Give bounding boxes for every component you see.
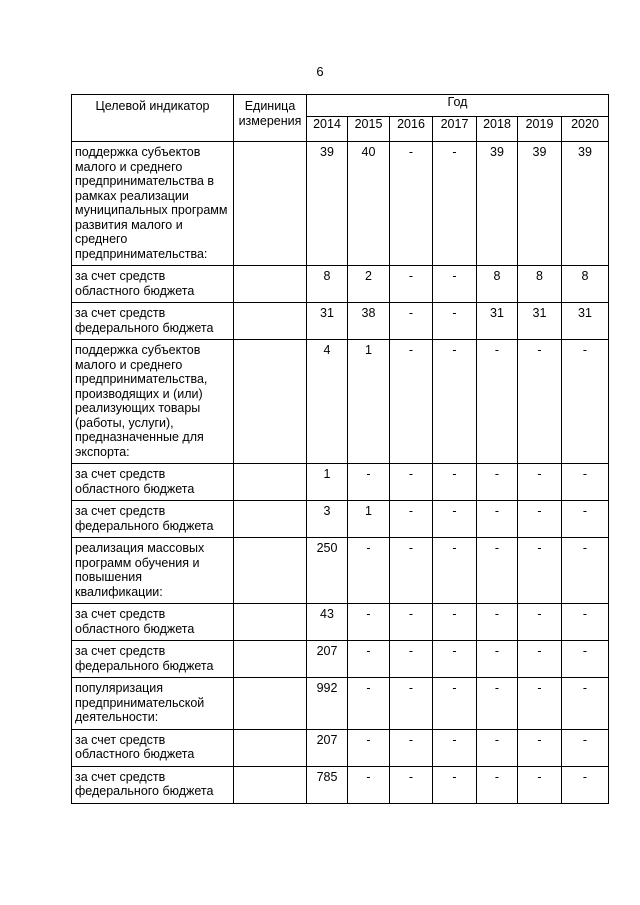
value-cell: -: [433, 501, 477, 538]
table-row: [72, 501, 609, 538]
value-cell: -: [390, 678, 433, 730]
value-cell: -: [390, 142, 433, 266]
value-cell: 207: [307, 729, 348, 766]
table-row: [72, 538, 609, 604]
value-cell: -: [518, 604, 562, 641]
indicator-cell: за счет средств федерального бюджета: [72, 766, 234, 803]
value-cell: -: [477, 501, 518, 538]
value-cell: -: [433, 142, 477, 266]
value-cell: 2: [348, 266, 390, 303]
unit-cell: [234, 604, 307, 641]
value-cell: -: [433, 340, 477, 464]
value-cell: -: [562, 604, 609, 641]
indicators-table: [71, 94, 609, 804]
indicator-column-header: Целевой индикатор: [72, 95, 234, 142]
value-cell: -: [518, 538, 562, 604]
value-cell: -: [562, 641, 609, 678]
table-row: [72, 303, 609, 340]
value-cell: -: [390, 766, 433, 803]
value-cell: -: [348, 538, 390, 604]
unit-cell: [234, 729, 307, 766]
indicator-cell: популяризация предпринимательской деятельности:: [72, 678, 234, 730]
value-cell: 1: [348, 340, 390, 464]
value-cell: -: [518, 641, 562, 678]
value-cell: -: [518, 766, 562, 803]
table-row: [72, 729, 609, 766]
value-cell: 4: [307, 340, 348, 464]
value-cell: 8: [518, 266, 562, 303]
indicator-cell: поддержка субъектов малого и среднего предпринимательства в рамках реализации муниципальных программ развития малого и среднего предпринимательства:: [72, 142, 234, 266]
value-cell: -: [562, 501, 609, 538]
value-cell: 785: [307, 766, 348, 803]
value-cell: 992: [307, 678, 348, 730]
value-cell: 3: [307, 501, 348, 538]
indicator-cell: за счет средств областного бюджета: [72, 266, 234, 303]
value-cell: -: [433, 538, 477, 604]
table-row: [72, 604, 609, 641]
unit-cell: [234, 142, 307, 266]
value-cell: 31: [477, 303, 518, 340]
value-cell: 39: [307, 142, 348, 266]
indicator-cell: за счет средств областного бюджета: [72, 729, 234, 766]
year-header: 2020: [562, 117, 609, 142]
value-cell: -: [390, 538, 433, 604]
value-cell: -: [433, 266, 477, 303]
value-cell: 1: [348, 501, 390, 538]
value-cell: -: [348, 729, 390, 766]
value-cell: -: [433, 604, 477, 641]
value-cell: -: [390, 464, 433, 501]
value-cell: -: [433, 678, 477, 730]
year-header: 2016: [390, 117, 433, 142]
indicator-cell: за счет средств федерального бюджета: [72, 641, 234, 678]
value-cell: -: [477, 538, 518, 604]
value-cell: 31: [307, 303, 348, 340]
unit-cell: [234, 501, 307, 538]
table-row: [72, 266, 609, 303]
value-cell: 38: [348, 303, 390, 340]
unit-cell: [234, 266, 307, 303]
value-cell: -: [518, 340, 562, 464]
value-cell: -: [348, 641, 390, 678]
value-cell: -: [390, 501, 433, 538]
value-cell: 39: [562, 142, 609, 266]
value-cell: 8: [562, 266, 609, 303]
value-cell: -: [477, 604, 518, 641]
value-cell: -: [433, 303, 477, 340]
value-cell: 8: [477, 266, 518, 303]
value-cell: -: [348, 766, 390, 803]
value-cell: 40: [348, 142, 390, 266]
value-cell: -: [390, 266, 433, 303]
unit-column-header: Единица измерения: [234, 95, 307, 142]
indicator-cell: за счет средств областного бюджета: [72, 464, 234, 501]
value-cell: -: [562, 340, 609, 464]
value-cell: -: [562, 766, 609, 803]
year-header: 2019: [518, 117, 562, 142]
unit-cell: [234, 538, 307, 604]
value-cell: -: [433, 464, 477, 501]
value-cell: -: [562, 729, 609, 766]
indicator-cell: за счет средств федерального бюджета: [72, 303, 234, 340]
value-cell: -: [477, 340, 518, 464]
table-row: [72, 464, 609, 501]
value-cell: -: [477, 766, 518, 803]
table-row: [72, 641, 609, 678]
value-cell: -: [390, 303, 433, 340]
indicators-table-body: [72, 142, 609, 804]
value-cell: -: [390, 604, 433, 641]
table-row: [72, 766, 609, 803]
value-cell: -: [348, 678, 390, 730]
year-header: 2018: [477, 117, 518, 142]
indicator-cell: поддержка субъектов малого и среднего предпринимательства, производящих и (или) реализующих товары (работы, услуги), предназначенные для экспорта:: [72, 340, 234, 464]
value-cell: -: [390, 641, 433, 678]
value-cell: -: [433, 729, 477, 766]
value-cell: -: [433, 641, 477, 678]
value-cell: -: [433, 766, 477, 803]
value-cell: 31: [518, 303, 562, 340]
value-cell: -: [477, 641, 518, 678]
table-row: [72, 678, 609, 730]
value-cell: 31: [562, 303, 609, 340]
year-header: 2015: [348, 117, 390, 142]
unit-cell: [234, 678, 307, 730]
page-number: 6: [316, 64, 324, 79]
value-cell: -: [390, 340, 433, 464]
value-cell: -: [562, 538, 609, 604]
year-header: 2017: [433, 117, 477, 142]
table-row: [72, 142, 609, 266]
value-cell: -: [390, 729, 433, 766]
unit-cell: [234, 766, 307, 803]
unit-cell: [234, 303, 307, 340]
unit-cell: [234, 464, 307, 501]
unit-cell: [234, 340, 307, 464]
value-cell: 39: [477, 142, 518, 266]
indicator-cell: реализация массовых программ обучения и повышения квалификации:: [72, 538, 234, 604]
value-cell: -: [562, 678, 609, 730]
value-cell: 250: [307, 538, 348, 604]
value-cell: -: [348, 464, 390, 501]
value-cell: 39: [518, 142, 562, 266]
value-cell: 8: [307, 266, 348, 303]
value-cell: -: [518, 678, 562, 730]
value-cell: -: [348, 604, 390, 641]
indicator-cell: за счет средств федерального бюджета: [72, 501, 234, 538]
unit-cell: [234, 641, 307, 678]
value-cell: -: [518, 464, 562, 501]
value-cell: -: [518, 729, 562, 766]
table-row: [72, 340, 609, 464]
value-cell: 207: [307, 641, 348, 678]
indicator-cell: за счет средств областного бюджета: [72, 604, 234, 641]
value-cell: 1: [307, 464, 348, 501]
year-group-header: Год: [307, 95, 609, 117]
value-cell: -: [562, 464, 609, 501]
value-cell: -: [477, 678, 518, 730]
value-cell: -: [518, 501, 562, 538]
year-header: 2014: [307, 117, 348, 142]
value-cell: -: [477, 464, 518, 501]
value-cell: -: [477, 729, 518, 766]
value-cell: 43: [307, 604, 348, 641]
